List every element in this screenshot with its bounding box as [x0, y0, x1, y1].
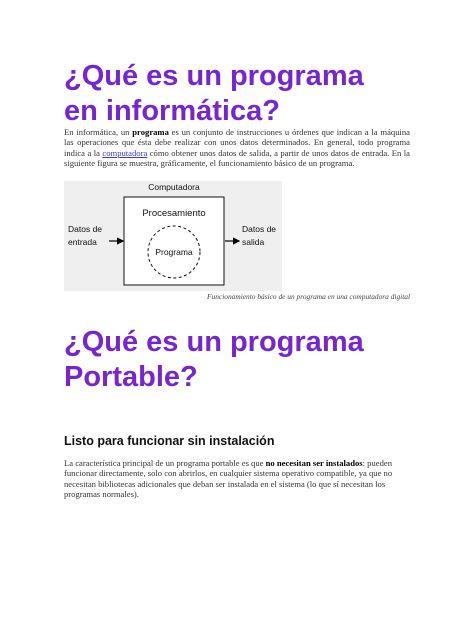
diagram-label-input-1: Datos de [68, 224, 103, 234]
text-span: En informática, un [64, 127, 133, 137]
diagram-label-input-2: entrada [68, 237, 97, 247]
bold-term: programa [132, 127, 169, 137]
intro-paragraph [64, 127, 410, 169]
section-subtitle: Listo para funcionar sin instalación [64, 434, 275, 448]
portable-paragraph [64, 458, 410, 500]
figure-caption: Funcionamiento básico de un programa en una computadora digital [207, 292, 410, 301]
diagram-label-computadora: Computadora [148, 182, 200, 192]
text-span: : pueden funcionar directamente, solo con abrirlos, en cualquier sistema operativo compatible, ya que no necesitan bibliotecas adicionales que deban ser instalada en el sistema (lo que sí necesitan los programas normales). [64, 458, 393, 500]
computadora-link[interactable]: computadora [102, 147, 148, 158]
page-title: ¿Qué es un programa en informática? [64, 60, 364, 127]
text-span: La característica principal de un programa portable es que [64, 458, 266, 468]
section-title: ¿Qué es un programa Portable? [64, 326, 364, 393]
diagram-label-output-1: Datos de [242, 224, 277, 234]
bold-term: no necesitan ser instalados [265, 458, 363, 468]
text-span: es un conjunto de instrucciones u órdenes que indican a la máquina las operaciones que ésta debe realizar con unos datos determinados. En general, todo programa indica a la [64, 127, 410, 158]
text-span: cómo obtener unos datos de salida, a partir de unos datos de entrada. En la siguiente figura se muestra, gráficamente, el funcionamiento básico de un programa. [64, 147, 410, 169]
diagram-label-programa: Programa [155, 247, 193, 257]
program-diagram [64, 181, 282, 291]
diagram-label-output-2: salida [242, 237, 265, 247]
diagram-label-procesamiento: Procesamiento [142, 208, 206, 219]
